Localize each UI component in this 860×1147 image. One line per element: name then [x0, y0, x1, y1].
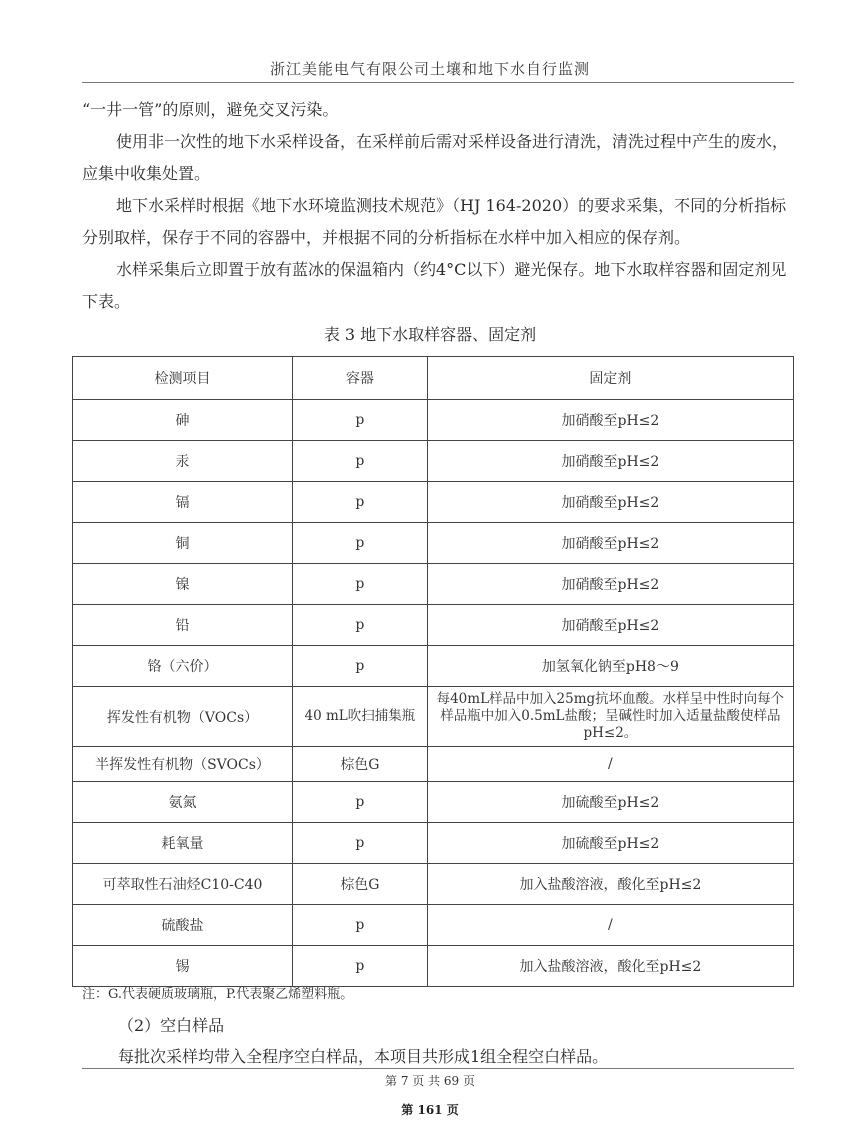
table-row	[73, 747, 794, 782]
page-number: 第 7 页 共 69 页	[385, 1074, 475, 1088]
table-row	[73, 441, 794, 482]
cell-container: 棕色G	[293, 864, 428, 905]
section-heading-blank-samples: （2）空白样品	[118, 1016, 225, 1035]
table-row	[73, 946, 794, 987]
header-container: 容器	[293, 357, 428, 400]
page-header-title: 浙江美能电气有限公司土壤和地下水自行监测	[269, 60, 590, 78]
cell-container: p	[293, 782, 428, 823]
header-item: 检测项目	[73, 357, 293, 400]
table-row	[73, 523, 794, 564]
table-row	[73, 400, 794, 441]
cell-item: 汞	[73, 441, 293, 482]
cell-item: 镉	[73, 482, 293, 523]
paragraph-1: “一井一管”的原则，避免交叉污染。	[82, 100, 339, 119]
cell-fixative: 加硝酸至pH≤2	[427, 482, 793, 523]
cell-container: p	[293, 523, 428, 564]
cell-item: 铜	[73, 523, 293, 564]
cell-item: 可萃取性石油烃C10-C40	[73, 864, 293, 905]
cell-container: p	[293, 482, 428, 523]
table-note: 注：G.代表硬质玻璃瓶，P.代表聚乙烯塑料瓶。	[82, 987, 354, 1002]
paragraph-3: 地下水采样时根据《地下水环境监测技术规范》（HJ 164-2020）的要求采集，不同的分析指标分别取样，保存于不同的容器中，并根据不同的分析指标在水样中加入相应的保存剂。	[82, 196, 787, 247]
cell-fixative: 加硝酸至pH≤2	[427, 400, 793, 441]
cell-fixative: 加入盐酸溶液，酸化至pH≤2	[427, 946, 793, 987]
cell-fixative: 加硝酸至pH≤2	[427, 523, 793, 564]
table-row	[73, 605, 794, 646]
cell-fixative: 加硝酸至pH≤2	[427, 605, 793, 646]
cell-container: 棕色G	[293, 747, 428, 782]
table-row	[73, 482, 794, 523]
cell-fixative: /	[427, 747, 793, 782]
table-row	[73, 864, 794, 905]
paragraph-2: 使用非一次性的地下水采样设备，在采样前后需对采样设备进行清洗，清洗过程中产生的废水，应集中收集处置。	[82, 132, 789, 183]
cell-container: p	[293, 946, 428, 987]
cell-fixative: 每40mL样品中加入25mg抗坏血酸。水样呈中性时向每个样品瓶中加入0.5mL盐酸；呈碱性时加入适量盐酸使样品pH≤2。	[427, 687, 793, 747]
cell-fixative: 加入盐酸溶液，酸化至pH≤2	[427, 864, 793, 905]
cell-container: p	[293, 823, 428, 864]
cell-container: p	[293, 441, 428, 482]
cell-container: p	[293, 605, 428, 646]
table-row	[73, 782, 794, 823]
footer-divider	[82, 1068, 794, 1069]
cell-container: p	[293, 646, 428, 687]
table-row	[73, 564, 794, 605]
cell-container: p	[293, 400, 428, 441]
cell-container: p	[293, 564, 428, 605]
table-row	[73, 823, 794, 864]
paragraph-4: 水样采集后立即置于放有蓝冰的保温箱内（约4°C以下）避光保存。地下水取样容器和固定剂见下表。	[82, 260, 787, 311]
cell-item: 耗氧量	[73, 823, 293, 864]
sampling-table	[72, 356, 794, 987]
cell-fixative: /	[427, 905, 793, 946]
cell-item: 铬（六价）	[73, 646, 293, 687]
cell-item: 砷	[73, 400, 293, 441]
cell-fixative: 加硫酸至pH≤2	[427, 782, 793, 823]
table-caption: 表 3 地下水取样容器、固定剂	[323, 325, 537, 344]
header-fixative: 固定剂	[427, 357, 793, 400]
cell-item: 硫酸盐	[73, 905, 293, 946]
table-header-row	[73, 357, 794, 400]
cell-container: 40 mL吹扫捕集瓶	[293, 687, 428, 747]
cell-item: 半挥发性有机物（SVOCs）	[73, 747, 293, 782]
cell-item: 锡	[73, 946, 293, 987]
table-row	[73, 905, 794, 946]
cell-item: 铅	[73, 605, 293, 646]
cell-item: 氨氮	[73, 782, 293, 823]
table-row	[73, 646, 794, 687]
cell-fixative: 加硝酸至pH≤2	[427, 441, 793, 482]
cell-item: 挥发性有机物（VOCs）	[73, 687, 293, 747]
cell-fixative: 加硝酸至pH≤2	[427, 564, 793, 605]
cell-fixative: 加氢氧化钠至pH8～9	[427, 646, 793, 687]
table-row	[73, 687, 794, 747]
cell-container: p	[293, 905, 428, 946]
cell-item: 镍	[73, 564, 293, 605]
header-divider	[82, 82, 794, 83]
total-page-number: 第 161 页	[401, 1103, 459, 1117]
cell-fixative: 加硫酸至pH≤2	[427, 823, 793, 864]
paragraph-blank-samples: 每批次采样均带入全程序空白样品，本项目共形成1组全程空白样品。	[118, 1047, 609, 1066]
